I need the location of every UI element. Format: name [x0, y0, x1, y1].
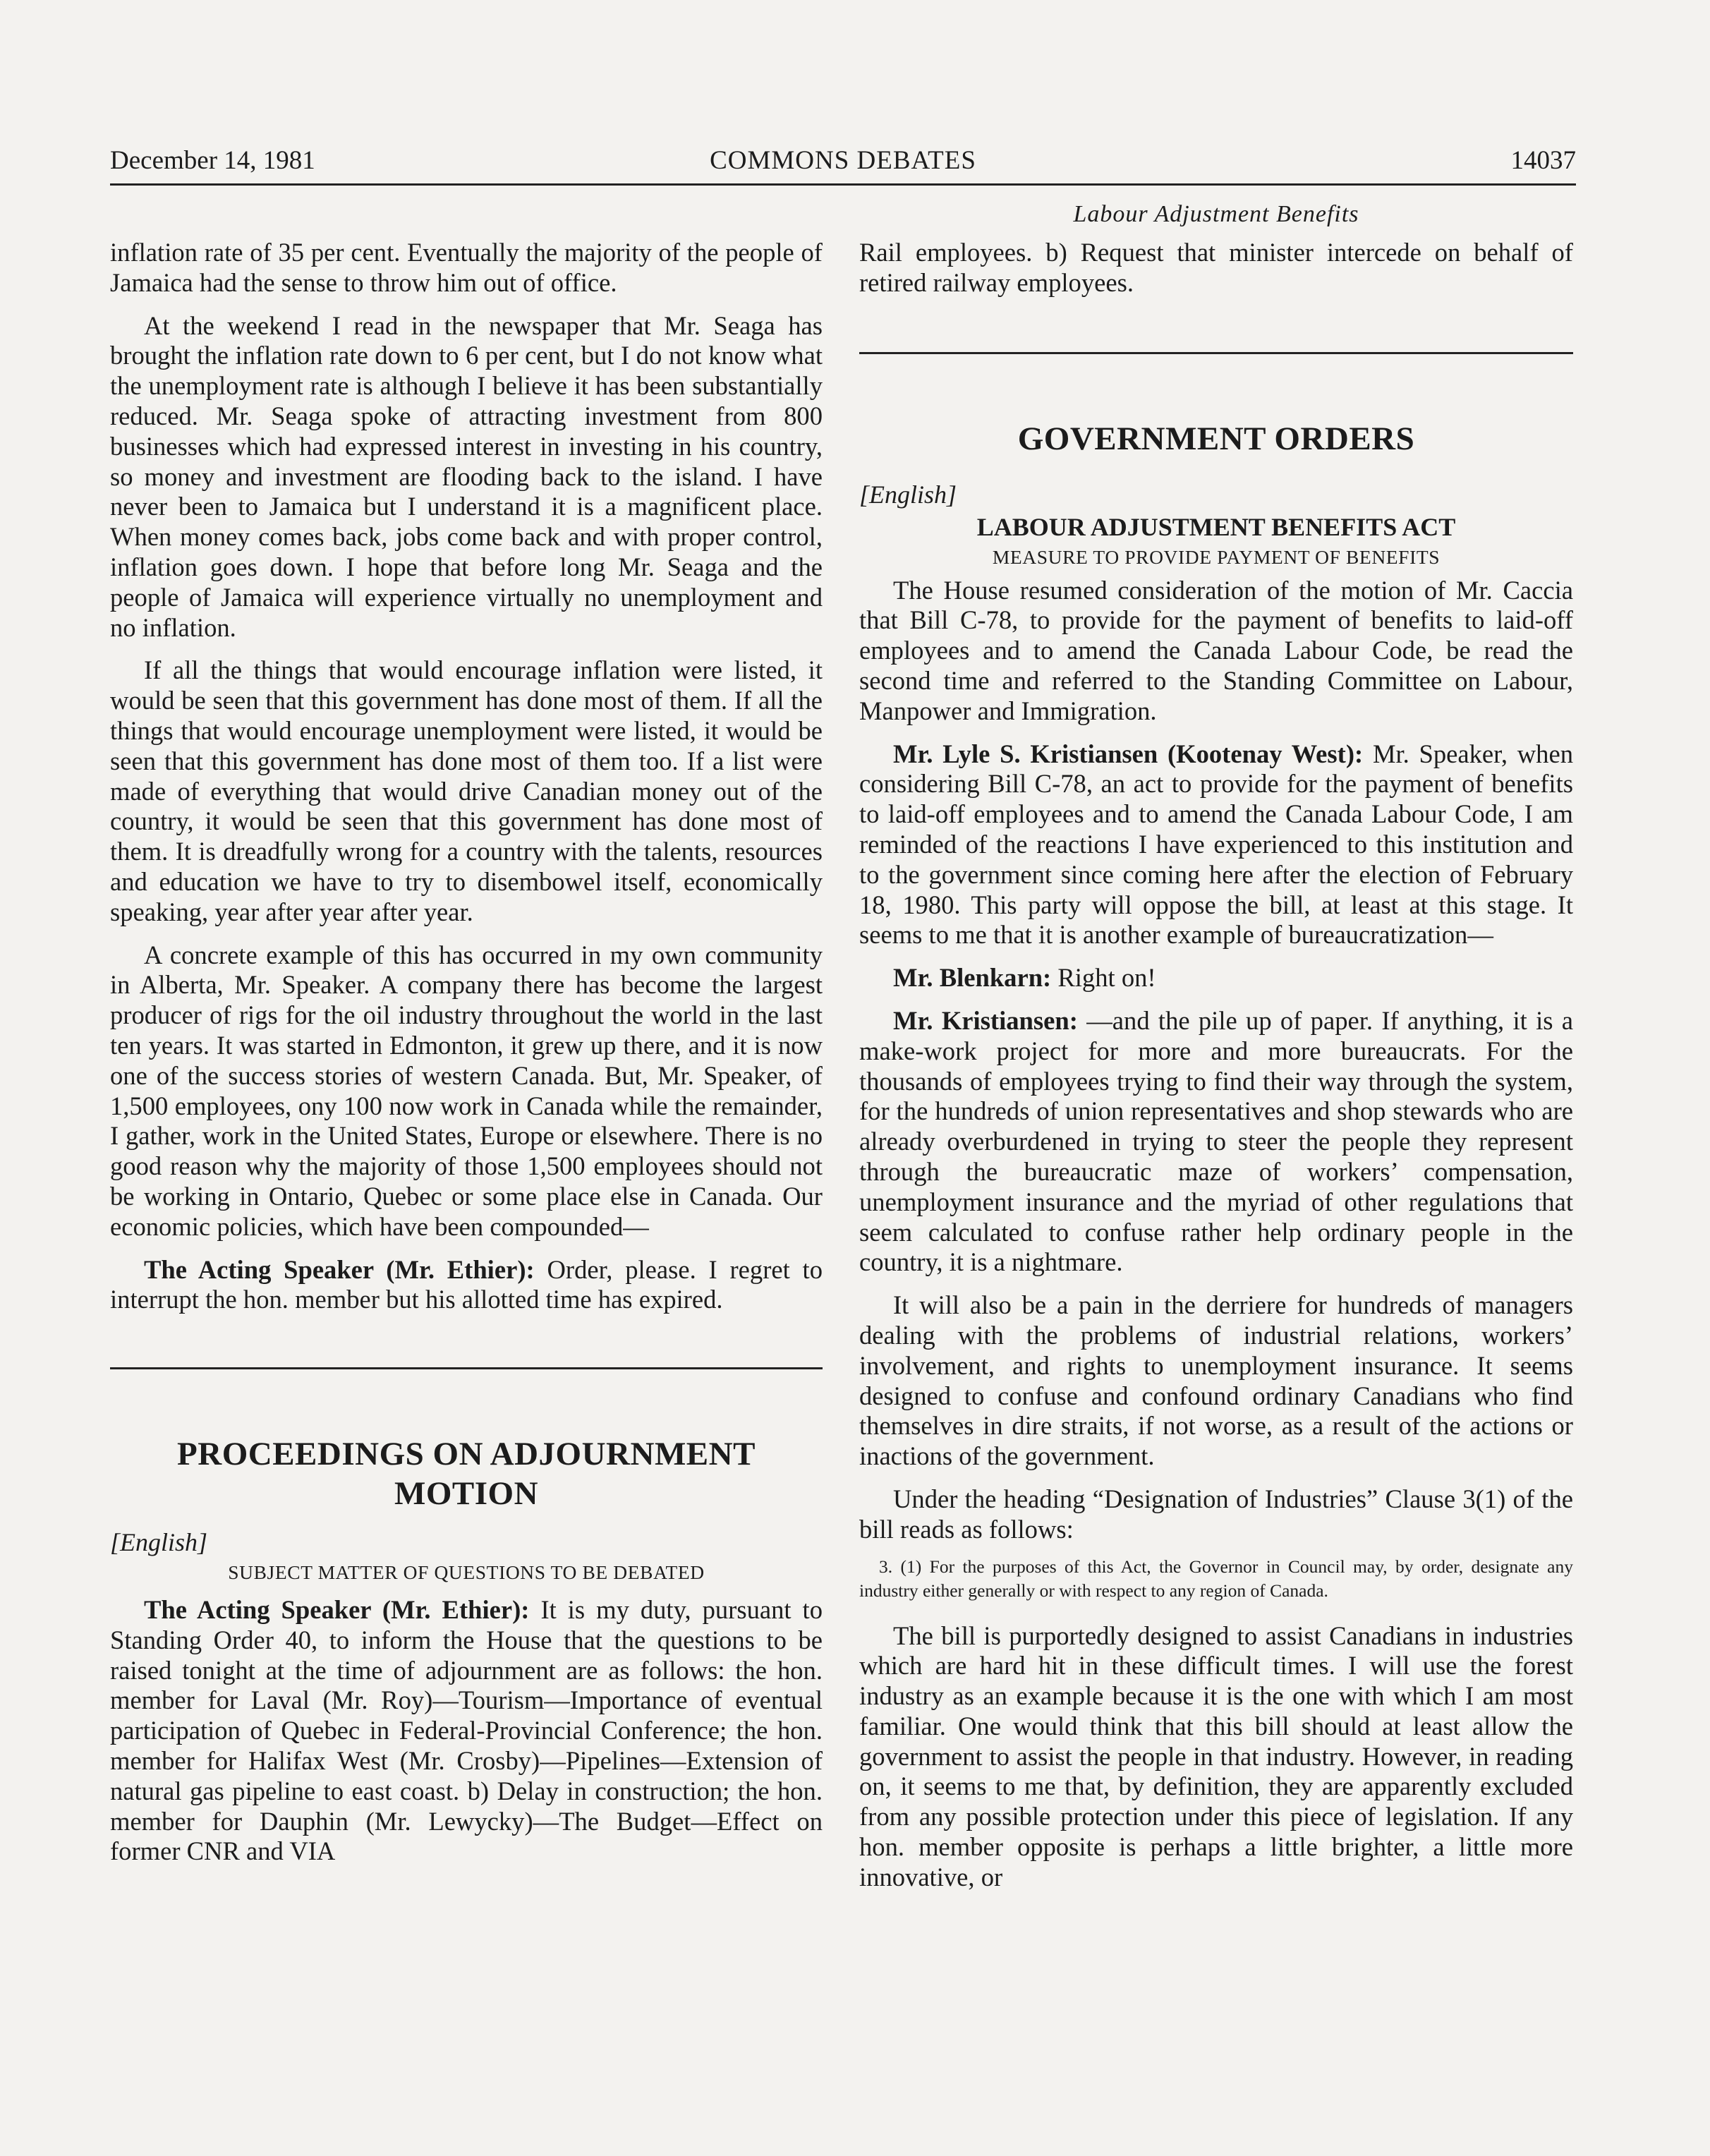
- speaker-name: Mr. Kristiansen:: [893, 1005, 1078, 1035]
- header-date: December 14, 1981: [110, 146, 315, 175]
- header-title: COMMONS DEBATES: [710, 146, 976, 175]
- speaker-name: Mr. Blenkarn:: [893, 963, 1052, 993]
- language-tag: [English]: [110, 1528, 208, 1557]
- speaker-paragraph: [110, 1255, 823, 1316]
- left-column: [110, 194, 823, 1879]
- speaker-paragraph: [859, 963, 1573, 993]
- paragraph: Rail employees. b) Request that minister intercede on behalf of retired railway employees.: [859, 238, 1573, 297]
- paragraph: At the weekend I read in the newspaper that Mr. Seaga has brought the inflation rate down to 6 per cent, but I do not know what the unemployment rate is although I believe it has been substantially reduced. Mr. Seaga spoke of attracting investment from 800 businesses which had expressed interest in investing in his country, so money and investment are flooding back to the island. I have never been to Jamaica but I understand it is a magnificent place. When money comes back, jobs come back and with proper control, inflation goes down. I hope that before long Mr. Seaga and the people of Jamaica will experience virtually no unemployment and no inflation.: [110, 310, 823, 642]
- speaker-name: The Acting Speaker (Mr. Ethier):: [144, 1254, 535, 1284]
- section-title: PROCEEDINGS ON ADJOURNMENT MOTION: [177, 1436, 756, 1513]
- paragraph: Under the heading “Designation of Industries” Clause 3(1) of the bill reads as follows:: [859, 1484, 1573, 1544]
- language-tag: [English]: [859, 480, 957, 509]
- speech-text: Right on!: [1057, 963, 1156, 993]
- speaker-paragraph: [859, 1006, 1573, 1278]
- section-title: GOVERNMENT ORDERS: [1017, 420, 1415, 457]
- speech-text: It is my duty, pursuant to Standing Order 40, to inform the House that the questions to be raised tonight at the time of adjournment are as follows: the hon. member for Laval (Mr. Roy)—Tourism—Importance of eventual participation of Quebec in Federal-Provincial Conference; the hon. member for Halifax West (Mr. Crosby)—Pipelines—Extension of natural gas pipeline to east coast. b) Delay in construction; the hon. member for Dauphin (Mr. Lewycky)—The Budget—Effect on former CNR and VIA: [110, 1595, 823, 1866]
- bill-quote: 3. (1) For the purposes of this Act, the Governor in Council may, by order, designate any industry either generally or with respect to any region of Canada.: [859, 1556, 1573, 1601]
- running-title: Labour Adjustment Benefits: [1073, 201, 1359, 227]
- speaker-paragraph: [859, 739, 1573, 951]
- paragraph: inflation rate of 35 per cent. Eventually the majority of the people of Jamaica had the sense to throw him out of office.: [110, 238, 823, 297]
- paragraph: The House resumed consideration of the motion of Mr. Caccia that Bill C-78, to provide for the payment of benefits to laid-off employees and to amend the Canada Labour Code, be read the second time and referred to the Standing Committee on Labour, Manpower and Immigration.: [859, 575, 1573, 725]
- subheading: SUBJECT MATTER OF QUESTIONS TO BE DEBATED: [228, 1561, 705, 1584]
- paragraph: The bill is purportedly designed to assist Canadians in industries which are hard hit in these difficult times. I will use the forest industry as an example because it is the one with which I am most familiar. One would think that this bill should at least allow the government to assist the people in that industry. However, in reading on, it seems to me that, by definition, they are apparently excluded from any possible protection under this piece of legislation. If any hon. member opposite is perhaps a little brighter, a little more innovative, or: [859, 1621, 1573, 1891]
- speaker-name: Mr. Lyle S. Kristiansen (Kootenay West):: [893, 739, 1364, 768]
- right-column: [859, 194, 1573, 1906]
- act-title: LABOUR ADJUSTMENT BENEFITS ACT: [976, 512, 1456, 541]
- paragraph: A concrete example of this has occurred in my own community in Alberta, Mr. Speaker. A company there has become the largest producer of rigs for the oil industry throughout the world in the last ten years. It was started in Edmonton, it grew up there, and it is now one of the success stories of western Canada. But, Mr. Speaker, of 1,500 employees, ony 100 now work in Canada while the remainder, I gather, work in the United States, Europe or elsewhere. There is no good reason why the majority of those 1,500 employees should not be working in Ontario, Quebec or some place else in Canada. Our economic policies, which have been compounded—: [110, 940, 823, 1241]
- speech-text: Order, please. I regret to interrupt the hon. member but his allotted time has expired.: [110, 1254, 823, 1314]
- page-header: [110, 141, 1576, 186]
- header-page-number: 14037: [1510, 146, 1576, 175]
- subheading: MEASURE TO PROVIDE PAYMENT OF BENEFITS: [992, 545, 1441, 568]
- speech-text: Mr. Speaker, when considering Bill C-78, an act to provide for the payment of benefits to laid-off employees and to amend the Canada Labour Code, I am reminded of the reactions I have experienced to this institution and to the government since coming here after the election of February 18, 1980. This party will oppose the bill, at least at this stage. It seems to me that it is another example of bureaucratization—: [859, 739, 1573, 950]
- speaker-name: The Acting Speaker (Mr. Ethier):: [144, 1595, 530, 1625]
- speech-text: —and the pile up of paper. If anything, it is a make-work project for more and more bureaucrats. For the thousands of employees trying to find their way through the system, for the hundreds of union representatives and shop stewards who are already overburdened in trying to steer the people they represent through the bureaucratic maze of workers’ compensation, unemployment insurance and the myriad of other regulations that seem calculated to confuse rather help ordinary people in the country, it is a nightmare.: [859, 1005, 1574, 1277]
- speaker-paragraph: [110, 1595, 823, 1867]
- paragraph: If all the things that would encourage inflation were listed, it would be seen that this government has done most of them. If all the things that would encourage unemployment were listed, it would be seen that this government has done most of them too. If a list were made of everything that would drive Canadian money out of the country, it would be seen that this government has done most of them. It is dreadfully wrong for a country with the talents, resources and education we have to try to disembowel itself, economically speaking, year after year after year.: [110, 655, 823, 926]
- paragraph: It will also be a pain in the derriere for hundreds of managers dealing with the problems of industrial relations, workers’ involvement, and rights to unemployment insurance. It seems designed to confuse and confound ordinary Canadians who find themselves in dire straits, if not worse, as a result of the actions or inactions of the government.: [859, 1290, 1573, 1471]
